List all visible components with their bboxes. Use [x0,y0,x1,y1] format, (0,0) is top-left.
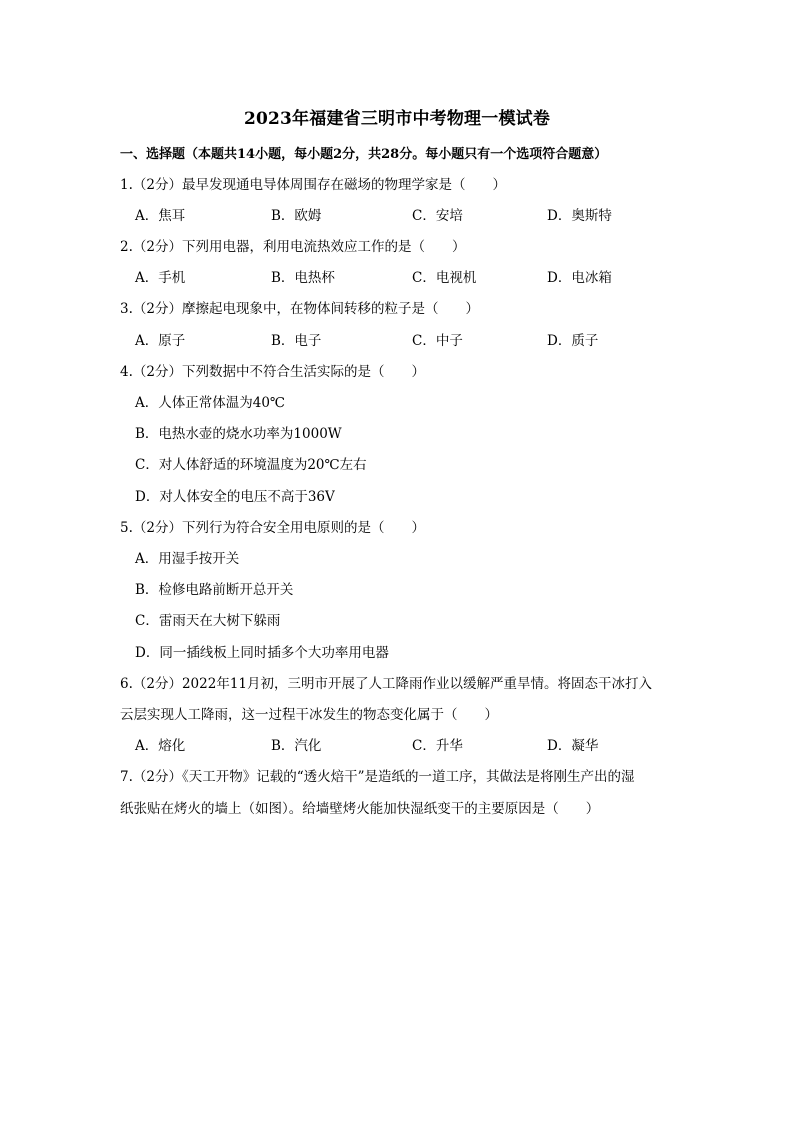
section-header: 一、选择题（本题共14小题，每小题2分，共28分。每小题只有一个选项符合题意） [120,147,608,162]
option-a[interactable]: A．熔化 [135,738,186,754]
question-4-option-d[interactable]: D．对人体安全的电压不高于36V [135,489,335,505]
option-b[interactable]: B．电子 [271,333,322,349]
question-4-option-a[interactable]: A．人体正常体温为40℃ [135,395,286,411]
option-b[interactable]: B．电热杯 [271,270,335,286]
question-1-stem: 1.（2分）最早发现通电导体周围存在磁场的物理学家是（ ） [120,177,506,193]
question-4-option-c[interactable]: C．对人体舒适的环境温度为20℃左右 [135,457,367,473]
question-7-stem-line-2: 纸张贴在烤火的墙上（如图）。给墙壁烤火能加快湿纸变干的主要原因是（ ） [120,801,600,817]
question-4-option-b[interactable]: B．电热水壶的烧水功率为1000W [135,426,342,442]
option-c[interactable]: C．升华 [412,738,463,754]
option-a[interactable]: A．原子 [135,333,186,349]
option-d[interactable]: D．质子 [547,333,599,349]
option-c[interactable]: C．安培 [412,208,463,224]
option-a[interactable]: A．焦耳 [135,208,186,224]
option-b[interactable]: B．汽化 [271,738,322,754]
question-6-stem-line-2: 云层实现人工降雨，这一过程干冰发生的物态变化属于（ ） [120,707,498,723]
question-2-stem: 2.（2分）下列用电器，利用电流热效应工作的是（ ） [120,239,466,255]
question-7-stem-line-1: 7.（2分）《天工开物》记载的“透火焙干”是造纸的一道工序，其做法是将刚生产出的湿 [120,769,635,785]
question-6-stem-line-1: 6.（2分）2022年11月初，三明市开展了人工降雨作业以缓解严重旱情。将固态干冰打入 [120,676,653,692]
option-c[interactable]: C．中子 [412,333,463,349]
option-a[interactable]: A．手机 [135,270,186,286]
question-5-stem: 5.（2分）下列行为符合安全用电原则的是（ ） [120,520,425,536]
question-5-option-a[interactable]: A．用湿手按开关 [135,551,240,567]
question-5-option-c[interactable]: C．雷雨天在大树下躲雨 [135,613,281,629]
option-b[interactable]: B．欧姆 [271,208,322,224]
question-5-option-d[interactable]: D．同一插线板上同时插多个大功率用电器 [135,645,389,661]
page-title: 2023年福建省三明市中考物理一模试卷 [243,109,551,129]
option-d[interactable]: D．奥斯特 [547,208,612,224]
option-d[interactable]: D．电冰箱 [547,270,612,286]
option-c[interactable]: C．电视机 [412,270,477,286]
question-5-option-b[interactable]: B．检修电路前断开总开关 [135,582,294,598]
question-3-stem: 3.（2分）摩擦起电现象中，在物体间转移的粒子是（ ） [120,301,479,317]
question-4-stem: 4.（2分）下列数据中不符合生活实际的是（ ） [120,364,425,380]
option-d[interactable]: D．凝华 [547,738,599,754]
